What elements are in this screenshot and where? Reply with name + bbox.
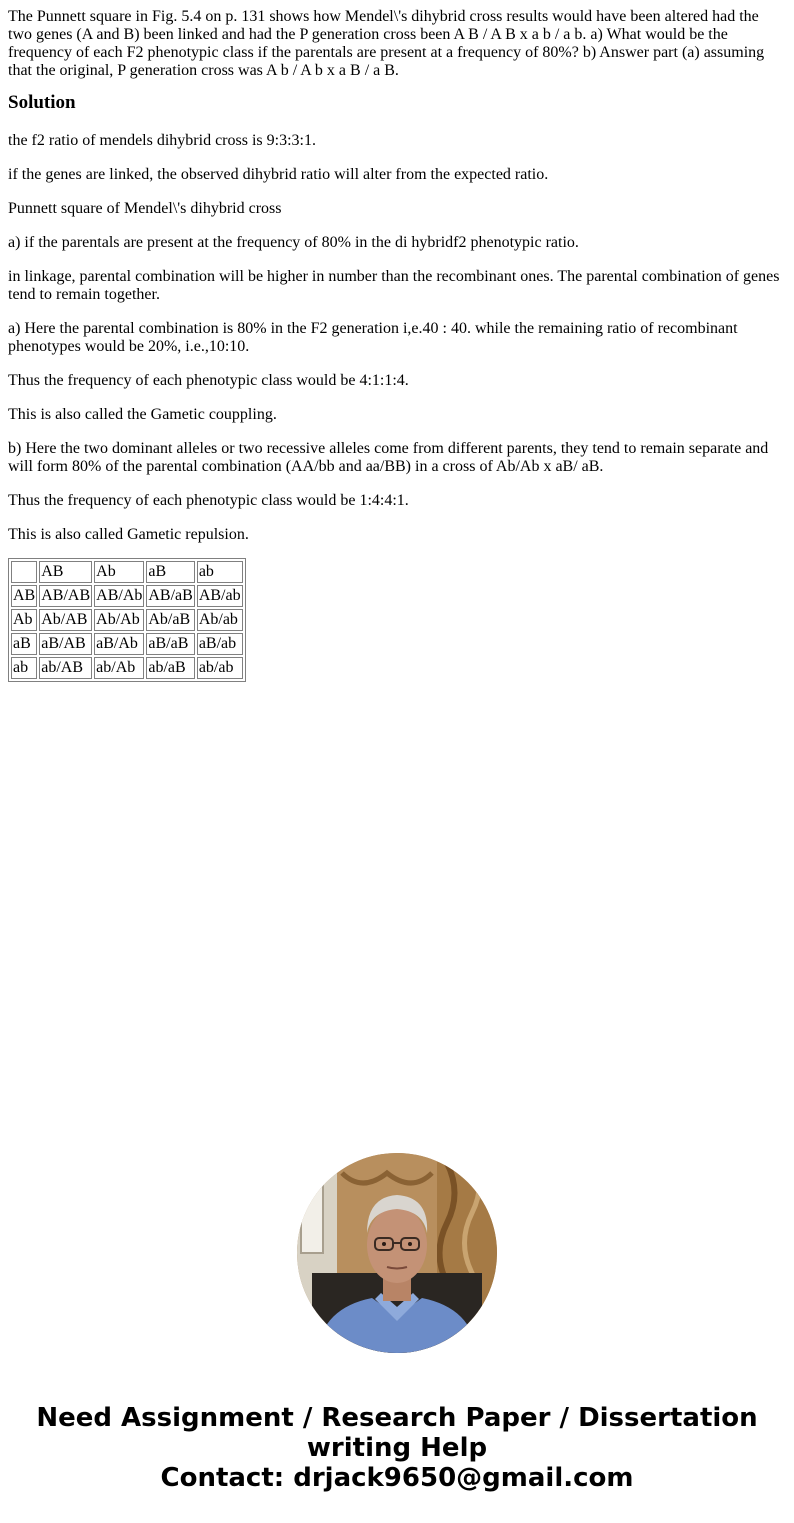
promo-line: Need Assignment / Research Paper / Dissertation — [36, 1403, 758, 1433]
table-cell: aB — [11, 633, 37, 655]
solution-paragraph: the f2 ratio of mendels dihybrid cross is 9:3:3:1. — [8, 132, 316, 149]
table-cell: ab/ab — [197, 657, 243, 679]
avatar — [297, 1153, 497, 1353]
table-cell: ab/AB — [39, 657, 92, 679]
table-cell: aB/ab — [197, 633, 243, 655]
solution-paragraph: Thus the frequency of each phenotypic class would be 1:4:4:1. — [8, 492, 409, 509]
tutor-portrait-image — [297, 1153, 497, 1353]
table-cell: AB — [11, 585, 37, 607]
solution-paragraph: in linkage, parental combination will be higher in number than the recombinant ones. The parental combination of genes tend to remain together. — [8, 268, 780, 303]
table-cell: aB/AB — [39, 633, 92, 655]
table-cell: Ab/AB — [39, 609, 92, 631]
table-row — [11, 633, 243, 655]
table-cell: ab/aB — [146, 657, 194, 679]
table-cell: Ab — [94, 561, 144, 583]
solution-paragraph: b) Here the two dominant alleles or two recessive alleles come from different parents, they tend to remain separate and will form 80% of the parental combination (AA/bb and aa/BB) in a cross of Ab/Ab x aB/ aB. — [8, 440, 769, 475]
table-cell: aB — [146, 561, 194, 583]
document-body — [8, 8, 786, 682]
promo-line: writing Help — [306, 1433, 488, 1463]
promo-banner — [0, 1403, 794, 1493]
table-cell: Ab — [11, 609, 37, 631]
solution-paragraph: Punnett square of Mendel\'s dihybrid cross — [8, 200, 282, 217]
punnett-square-table — [8, 558, 246, 682]
table-cell: aB/aB — [146, 633, 194, 655]
table-cell: AB/aB — [146, 585, 194, 607]
promo-contact: Contact: drjack9650@gmail.com — [160, 1463, 634, 1493]
solution-paragraph: if the genes are linked, the observed dihybrid ratio will alter from the expected ratio. — [8, 166, 549, 183]
solution-heading: Solution — [8, 92, 76, 113]
table-cell: ab/Ab — [94, 657, 144, 679]
table-cell: AB — [39, 561, 92, 583]
table-cell: Ab/aB — [146, 609, 194, 631]
table-header-row — [11, 561, 243, 583]
solution-paragraph: This is also called the Gametic couppling. — [8, 406, 277, 423]
table-cell: ab — [197, 561, 243, 583]
table-cell: Ab/Ab — [94, 609, 144, 631]
table-cell: AB/Ab — [94, 585, 144, 607]
table-cell: AB/AB — [39, 585, 92, 607]
solution-paragraph: This is also called Gametic repulsion. — [8, 526, 249, 543]
question-text: The Punnett square in Fig. 5.4 on p. 131 shows how Mendel\'s dihybrid cross results would have been altered had the two genes (A and B) been linked and had the P generation cross been A B / A B x a b / a b. a) What would be the frequency of each F2 phenotypic class if the parentals are present at a frequency of 80%? b) Answer part (a) assuming that the original, P generation cross was A b / A b x a B / a B. — [8, 8, 765, 79]
solution-paragraph: a) if the parentals are present at the frequency of 80% in the di hybridf2 phenotypic ratio. — [8, 234, 579, 251]
table-cell — [11, 561, 37, 583]
table-row — [11, 657, 243, 679]
solution-paragraph: Thus the frequency of each phenotypic class would be 4:1:1:4. — [8, 372, 409, 389]
table-cell: Ab/ab — [197, 609, 243, 631]
table-cell: ab — [11, 657, 37, 679]
solution-paragraph: a) Here the parental combination is 80% in the F2 generation i,e.40 : 40. while the remaining ratio of recombinant phenotypes would be 20%, i.e.,10:10. — [8, 320, 738, 355]
table-row — [11, 585, 243, 607]
table-cell: aB/Ab — [94, 633, 144, 655]
table-row — [11, 609, 243, 631]
table-cell: AB/ab — [197, 585, 243, 607]
